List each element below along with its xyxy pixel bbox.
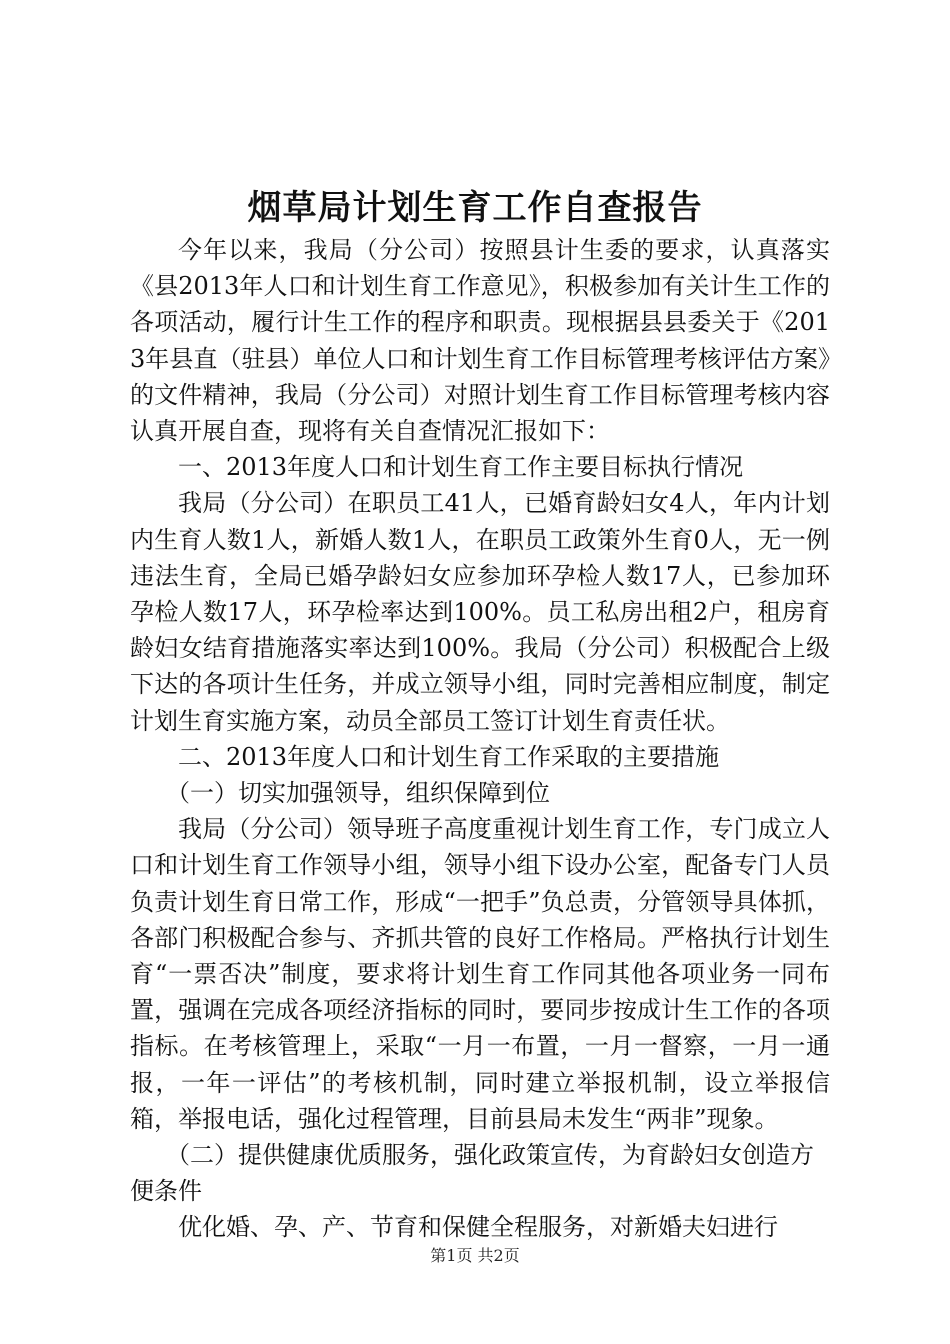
page-number: 第1页 共2页: [430, 1246, 520, 1265]
document-title: 烟草局计划生育工作自查报告: [247, 188, 703, 228]
section-heading-1: 一、2013年度人口和计划生育工作主要目标执行情况: [178, 453, 744, 482]
intro-paragraph: 今年以来，我局（分公司）按照县计生委的要求，认真落实《县2013年人口和计划生育工作意见》，积极参加有关计生工作的各项活动，履行计生工作的程序和职责。现根据县县委关于《2013年县直（驻县）单位人口和计划生育工作目标管理考核评估方案》的文件精神，我局（分公司）对照计划生育工作目标管理考核内容认真开展自查，现将有关自查情况汇报如下：: [130, 236, 830, 446]
subsection-2-paragraph: 优化婚、孕、产、节育和保健全程服务，对新婚夫妇进行: [178, 1213, 778, 1242]
section-heading-2: 二、2013年度人口和计划生育工作采取的主要措施: [178, 742, 720, 771]
subsection-1-paragraph: 我局（分公司）领导班子高度重视计划生育工作，专门成立人口和计划生育工作领导小组，领导小组下设办公室，配备专门人员负责计划生育日常工作，形成“一把手”负总责，分管领导具体抓，各部门积极配合参与、齐抓共管的良好工作格局。严格执行计划生育“一票否决”制度，要求将计划生育工作同其他各项业务一同布置，强调在完成各项经济指标的同时，要同步按成计生工作的各项指标。在考核管理上，采取“一月一布置，一月一督察，一月一通报，一年一评估”的考核机制，同时建立举报机制，设立举报信箱，举报电话，强化过程管理，目前县局未发生“两非”现象。: [130, 815, 830, 1133]
section-1-paragraph: 我局（分公司）在职员工41人，已婚育龄妇女4人，年内计划内生育人数1人，新婚人数1人，在职员工政策外生育0人，无一例违法生育，全局已婚孕龄妇女应参加环孕检人数17人，已参加环孕检人数17人，环孕检率达到100%。员工私房出租2户，租房育龄妇女结育措施落实率达到100%。我局（分公司）积极配合上级下达的各项计生任务，并成立领导小组，同时完善相应制度，制定计划生育实施方案，动员全部员工签订计划生育责任状。: [130, 489, 830, 735]
subsection-heading-2: （二）提供健康优质服务，强化政策宣传，为育龄妇女创造方便条件: [130, 1141, 814, 1206]
document-body: [130, 232, 830, 1246]
subsection-heading-1: （一）切实加强领导，组织保障到位: [166, 779, 550, 808]
